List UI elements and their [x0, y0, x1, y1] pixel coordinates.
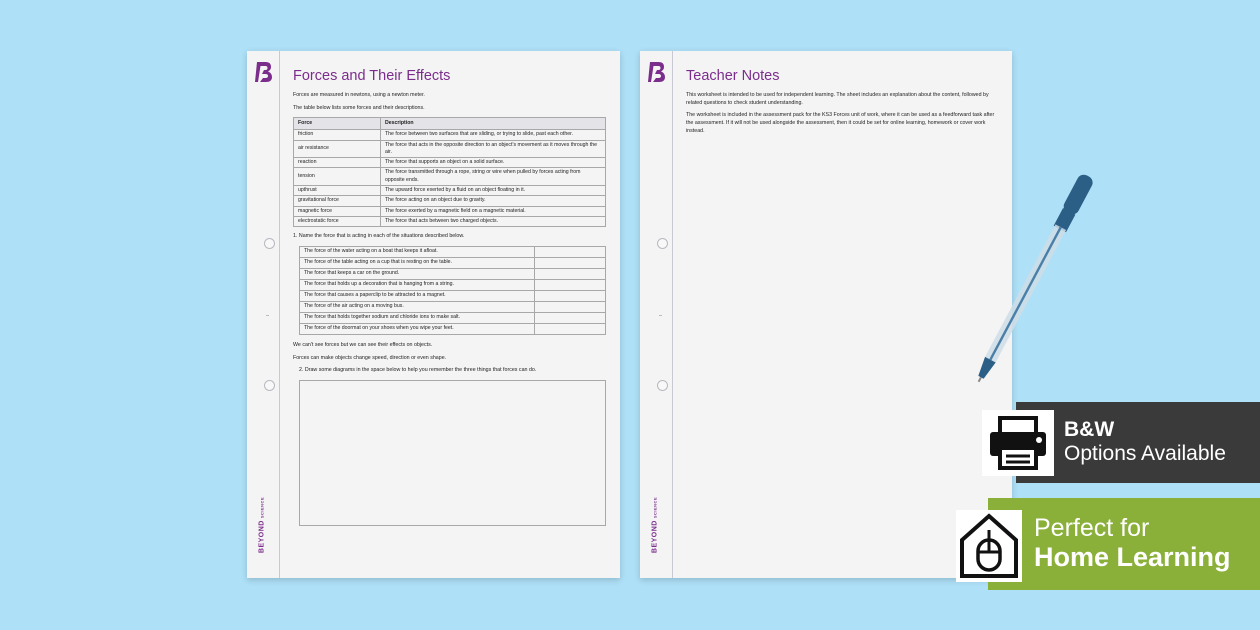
force-description: The force acting on an object due to gravity.	[381, 196, 606, 206]
force-description: The upward force exerted by a fluid on an object floating in it.	[381, 186, 606, 196]
badge-title: B&W	[1064, 418, 1115, 441]
question-2: 2. Draw some diagrams in the space below to help you remember the three things that forces can do.	[299, 367, 537, 374]
badge-subtitle: Options Available	[1064, 442, 1226, 465]
printer-icon	[982, 410, 1054, 476]
force-name: gravitational force	[294, 196, 381, 206]
situation-text: The force of the water acting on a boat that keeps it afloat.	[300, 246, 535, 257]
force-name: electrostatic force	[294, 216, 381, 226]
situation-text: The force that holds up a decoration that is hanging from a string.	[300, 279, 535, 290]
force-description: The force that acts between two charged objects.	[381, 216, 606, 226]
force-name: tension	[294, 168, 381, 186]
situation-text: The force that holds together sodium and chloride ions to make salt.	[300, 312, 535, 323]
badge-subtitle: Home Learning	[1034, 542, 1231, 572]
intro-text: Forces are measured in newtons, using a newton meter.	[293, 92, 425, 98]
force-name: reaction	[294, 158, 381, 168]
question-1: 1. Name the force that is acting in each of the situations described below.	[293, 233, 465, 240]
notes-text: This worksheet is intended to be used for independent learning. The sheet includes an explanation about the content, followed by related questions to check student understanding.	[686, 92, 989, 106]
force-description: The force that acts in the opposite direction to an object's movement as it moves through the air.	[381, 140, 606, 158]
situation-text: The force that keeps a car on the ground.	[300, 268, 535, 279]
home-mouse-icon	[956, 510, 1022, 582]
force-description: The force that supports an object on a solid surface.	[381, 158, 606, 168]
column-header: Force	[294, 118, 381, 130]
page-title: Teacher Notes	[686, 68, 780, 84]
situation-text: The force of the table acting on a cup that is resting on the table.	[300, 257, 535, 268]
force-description: The force between two surfaces that are sliding, or trying to slide, past each other.	[381, 130, 606, 140]
force-description: The force transmitted through a rope, string or wire when pulled by forces acting from opposite ends.	[381, 168, 606, 186]
notes-text: The worksheet is included in the assessment pack for the KS3 Forces unit of work, where it can be used as a feedforward task after the assessment. If it will not be used alongside the assessment, then it could be set for online learning, homework or cover work instead.	[686, 112, 995, 134]
situation-text: The force of the doormat on your shoes when you wipe your feet.	[300, 323, 535, 334]
force-name: friction	[294, 130, 381, 140]
brand-vertical: BEYONDSCIENCE	[651, 496, 659, 554]
home-learning-badge	[988, 498, 1260, 590]
force-name: magnetic force	[294, 206, 381, 216]
column-header: Description	[381, 118, 606, 130]
body-text: Forces can make objects change speed, direction or even shape.	[293, 354, 447, 361]
force-description: The force exerted by a magnetic field on a magnetic material.	[381, 206, 606, 216]
situation-text: The force that causes a paperclip to be attracted to a magnet.	[300, 290, 535, 301]
badge-title: Perfect for	[1034, 514, 1150, 542]
brand-vertical: BEYONDSCIENCE	[258, 496, 266, 554]
page-title: Forces and Their Effects	[293, 68, 451, 84]
body-text: We can't see forces but we can see their effects on objects.	[293, 341, 433, 348]
force-name: upthrust	[294, 186, 381, 196]
force-name: air resistance	[294, 140, 381, 158]
situation-text: The force of the air acting on a moving bus.	[300, 301, 535, 312]
intro-text: The table below lists some forces and their descriptions.	[293, 104, 425, 111]
